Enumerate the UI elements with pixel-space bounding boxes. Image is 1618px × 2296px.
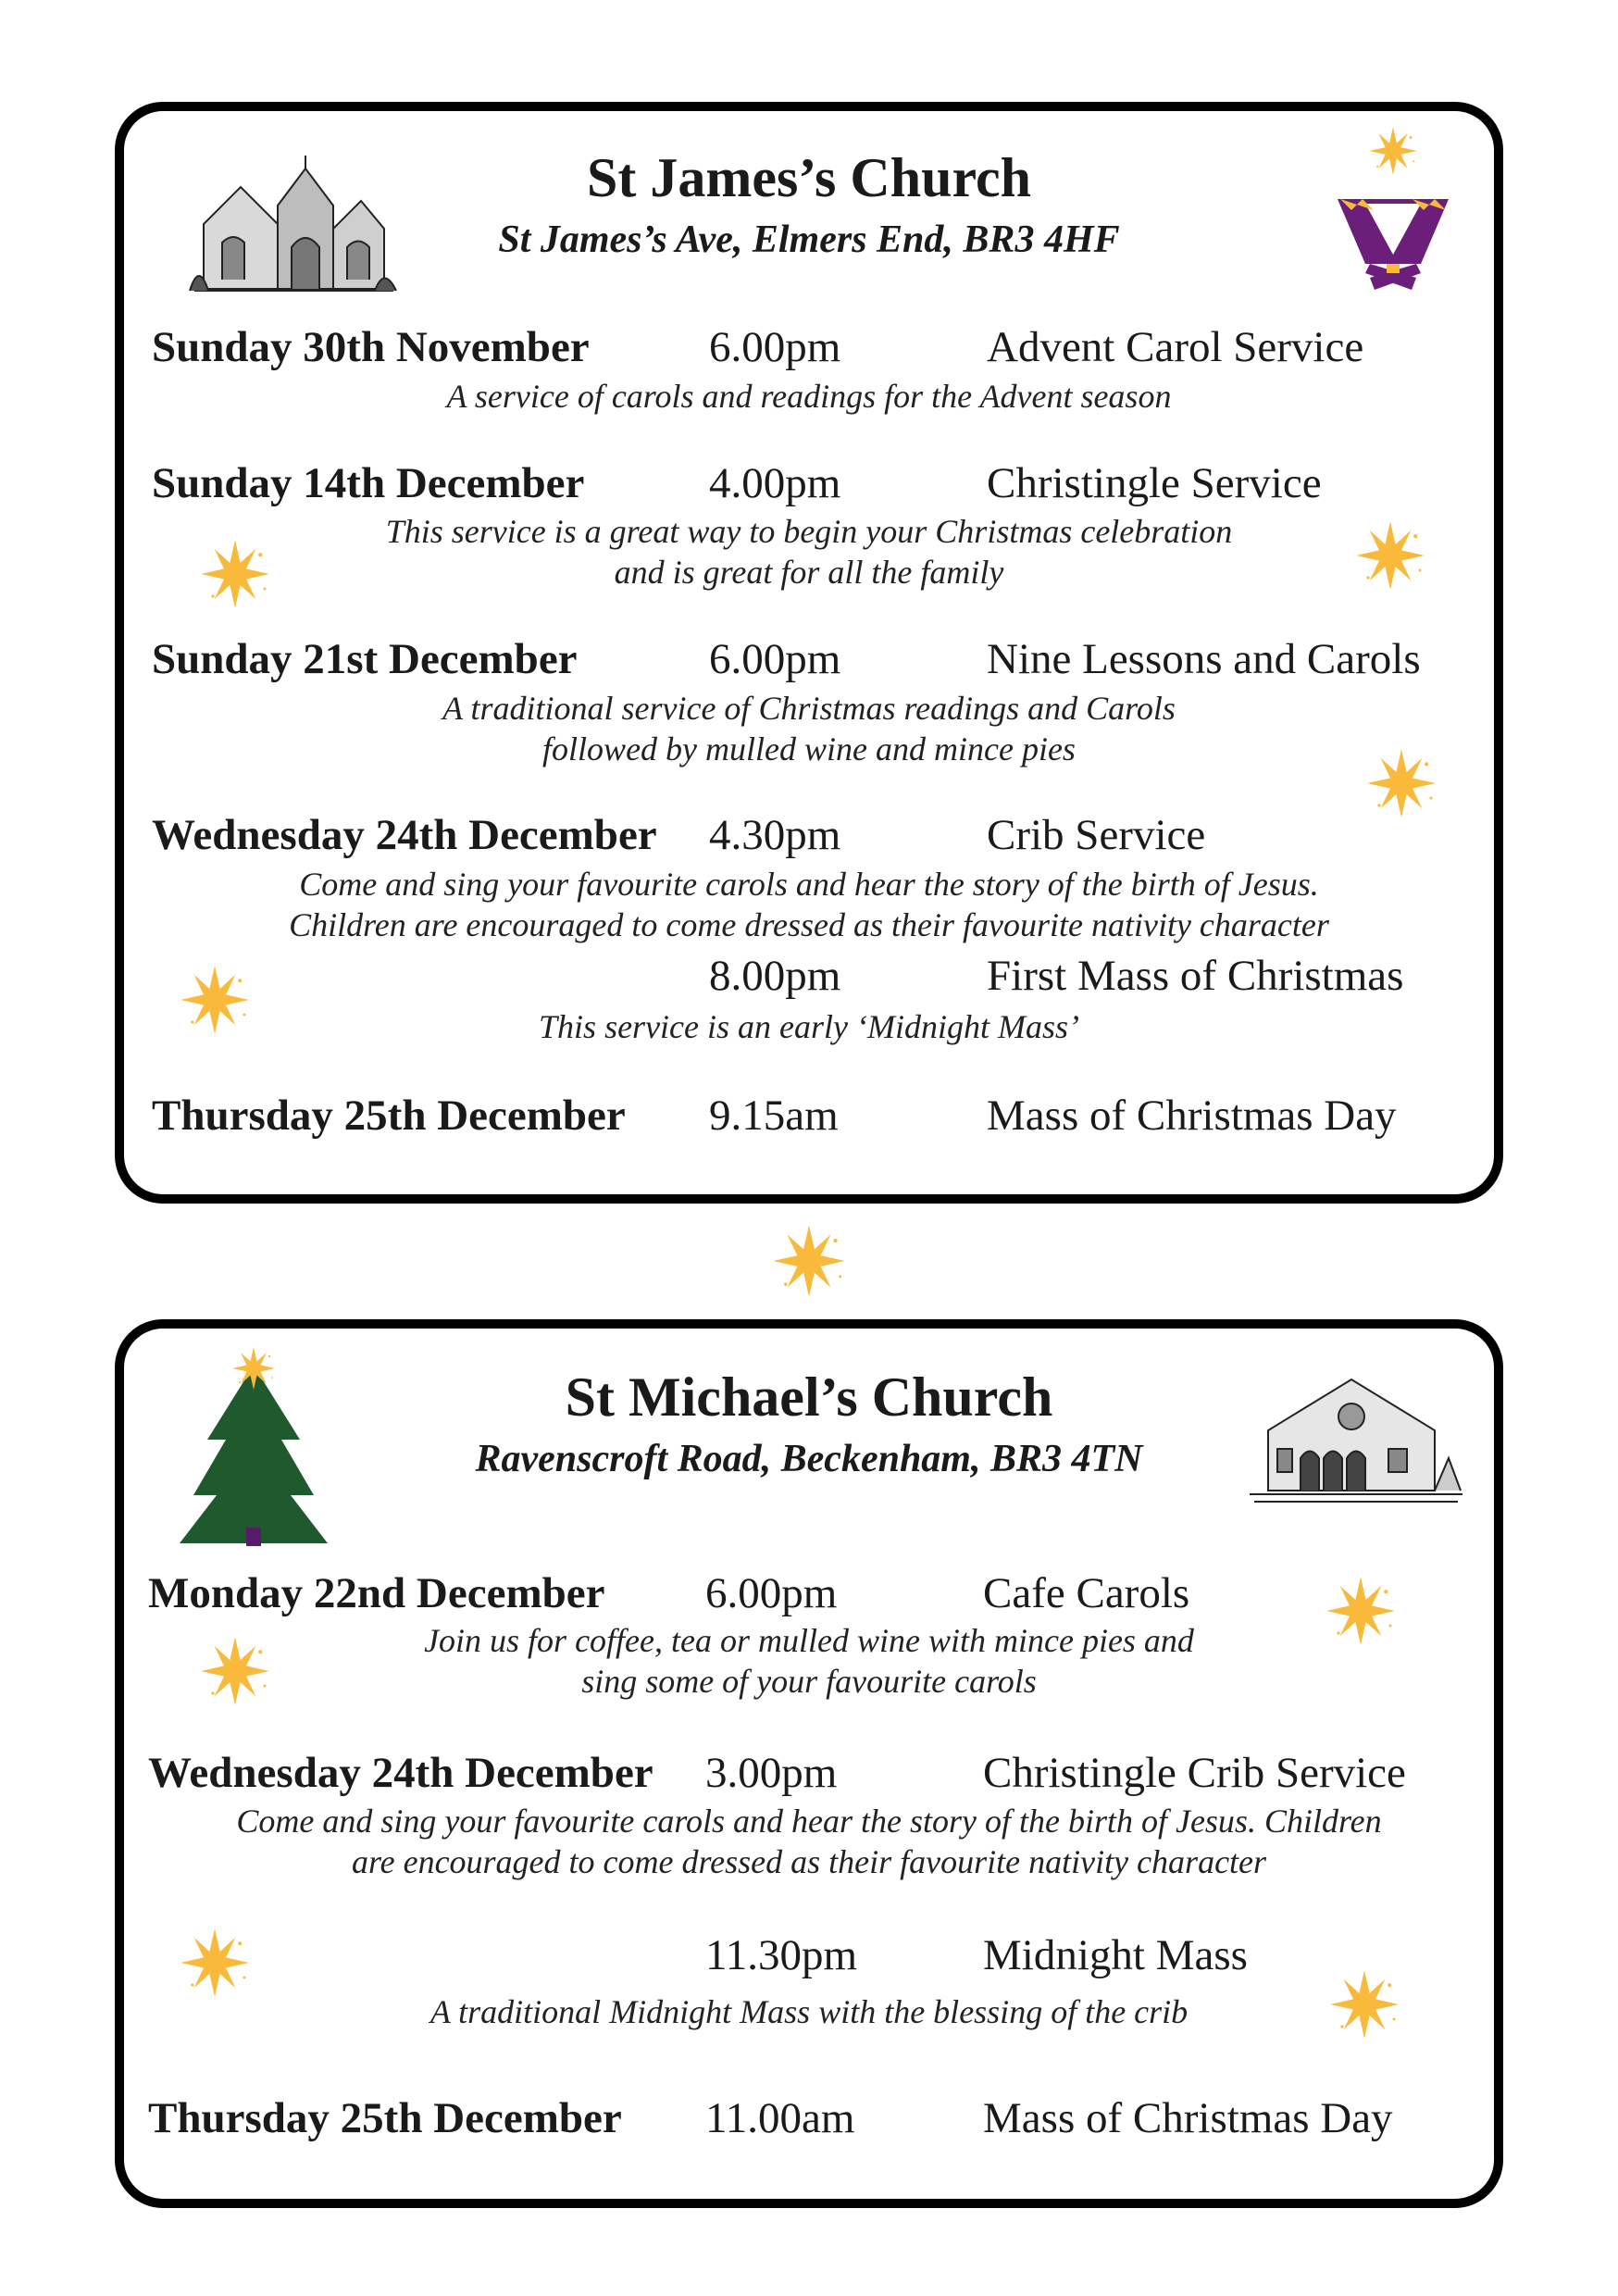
event-service: Christingle Crib Service bbox=[983, 1749, 1406, 1797]
st-michaels-card bbox=[115, 1319, 1503, 2208]
event-time: 4.30pm bbox=[709, 811, 841, 859]
event-service: First Mass of Christmas bbox=[987, 952, 1404, 1000]
event-time: 6.00pm bbox=[709, 635, 841, 683]
church-address: Ravenscroft Road, Beckenham, BR3 4TN bbox=[475, 1438, 1143, 1480]
event-description: Come and sing your favourite carols and hear the story of the birth of Jesus. Children are encouraged to come dressed as their favourite nativity character bbox=[236, 1803, 1382, 1880]
event-description: A traditional service of Christmas readings and Carols followed by mulled wine and mince pies bbox=[442, 690, 1176, 767]
star-icon bbox=[178, 963, 252, 1037]
event-time: 8.00pm bbox=[709, 952, 841, 1000]
event-service: Advent Carol Service bbox=[987, 323, 1364, 371]
church-title: St Michael’s Church bbox=[565, 1366, 1053, 1428]
church-title: St James’s Church bbox=[586, 147, 1032, 208]
event-day: Sunday 30th November bbox=[152, 323, 590, 371]
event-day: Thursday 25th December bbox=[152, 1092, 626, 1140]
event-service: Cafe Carols bbox=[983, 1569, 1190, 1617]
event-description: Join us for coffee, tea or mulled wine with mince pies and sing some of your favourite carols bbox=[424, 1622, 1194, 1700]
st-james-card bbox=[115, 102, 1503, 1204]
event-time: 6.00pm bbox=[709, 323, 841, 371]
star-icon bbox=[178, 1926, 252, 2000]
star-icon bbox=[1324, 1574, 1398, 1648]
star-icon bbox=[770, 1222, 848, 1300]
event-time: 11.30pm bbox=[705, 1931, 858, 1979]
star-icon bbox=[198, 537, 272, 611]
event-service: Crib Service bbox=[987, 811, 1206, 859]
event-description: Come and sing your favourite carols and hear the story of the birth of Jesus. Children are encouraged to come dressed as their favourite nativity character bbox=[289, 866, 1329, 943]
star-icon bbox=[1364, 746, 1438, 820]
event-day: Wednesday 24th December bbox=[148, 1749, 653, 1797]
event-service: Mass of Christmas Day bbox=[987, 1092, 1397, 1140]
event-day: Sunday 21st December bbox=[152, 635, 578, 683]
star-icon bbox=[198, 1634, 272, 1708]
event-description: This service is a great way to begin your Christmas celebration and is great for all the family bbox=[385, 513, 1233, 591]
event-day: Sunday 14th December bbox=[152, 459, 585, 507]
event-service: Mass of Christmas Day bbox=[983, 2094, 1393, 2142]
event-service: Christingle Service bbox=[987, 459, 1322, 507]
star-icon bbox=[1353, 518, 1427, 593]
event-time: 4.00pm bbox=[709, 459, 841, 507]
star-icon bbox=[1327, 1967, 1401, 2041]
event-description: This service is an early ‘Midnight Mass’ bbox=[539, 1008, 1079, 1045]
event-time: 3.00pm bbox=[705, 1749, 838, 1797]
event-time: 9.15am bbox=[709, 1092, 839, 1140]
event-service: Nine Lessons and Carols bbox=[987, 635, 1421, 683]
event-description: A service of carols and readings for the Advent season bbox=[446, 378, 1172, 415]
event-service: Midnight Mass bbox=[983, 1931, 1248, 1979]
event-day: Wednesday 24th December bbox=[152, 811, 657, 859]
event-time: 6.00pm bbox=[705, 1569, 838, 1617]
event-time: 11.00am bbox=[705, 2094, 855, 2142]
church-address: St James’s Ave, Elmers End, BR3 4HF bbox=[498, 218, 1120, 261]
event-day: Thursday 25th December bbox=[148, 2094, 622, 2142]
event-description: A traditional Midnight Mass with the blessing of the crib bbox=[429, 1993, 1189, 2030]
event-day: Monday 22nd December bbox=[148, 1569, 605, 1617]
